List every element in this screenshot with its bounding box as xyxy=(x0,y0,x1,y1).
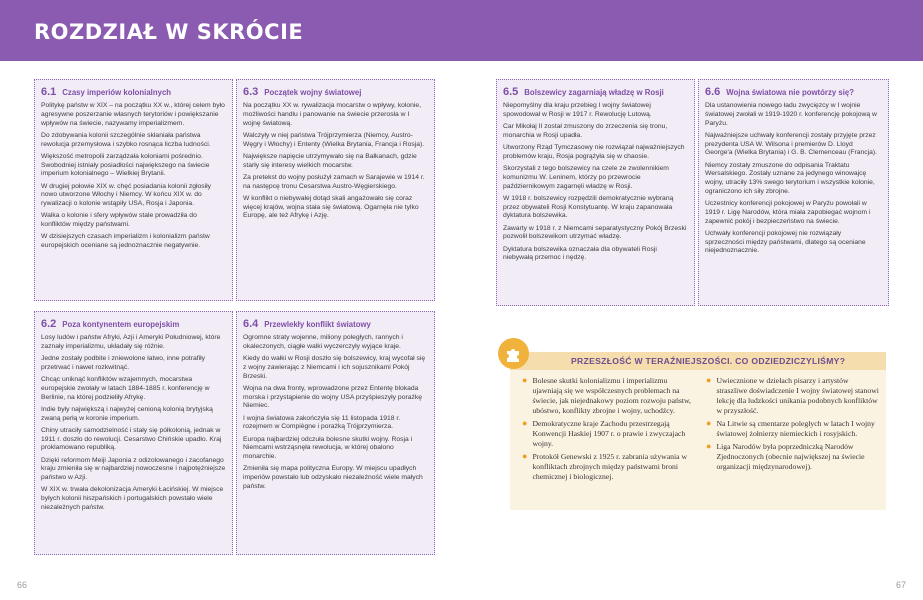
section-6-2 xyxy=(34,311,233,555)
paragraph: Uchwały konferencji pokojowej nie rozwiązały sprzeczności między państwami, dlatego są oceniane niejednoznacznie. xyxy=(705,229,866,255)
section-number: 6.5 xyxy=(503,86,519,98)
paragraph: Kiedy do wałki w Rosji doszło się bolszewicy, kraj wycofał się z wojny zawierając z Niemcami i ich sojusznikami Pokój Brzeski. xyxy=(243,355,426,380)
puzzle-icon xyxy=(498,338,529,369)
past-left-column xyxy=(522,376,696,485)
paragraph: Wojna na dwa fronty, wprowadzone przez Ententę blokada morska i przystąpienie do wojny USA przyśpieszyły porażkę Niemiec. xyxy=(243,384,422,410)
list-item xyxy=(522,419,696,449)
page-number-left: 66 xyxy=(17,580,28,590)
paragraph: Na początku XX w. rywalizacja mocarstw o wpływy, kolonie, możliwości handlu i panowanie na świecie przerosła w I wojnę światową. xyxy=(243,102,422,127)
section-number: 6.1 xyxy=(41,86,57,98)
section-6-5 xyxy=(496,79,695,306)
paragraph: W XIX w. trwała dekolonizacja Ameryki Łacińskiej. W miejsce byłych kolonii hiszpańskich i portugalskich powstało wiele niezależnych państw. xyxy=(41,486,224,512)
section-number: 6.2 xyxy=(41,318,57,330)
section-title: Poza kontynentem europejskim xyxy=(62,320,180,329)
paragraph: Car Mikołaj II został zmuszony do zrzeczenia się tronu, monarchia w Rosji upadła. xyxy=(503,123,668,139)
paragraph: W drugiej połowie XIX w. chęć posiadania kolonii zgłosiły nowo utworzone Włochy i Niemcy. W końcu XIX w. do rywalizacji o kolonie wstąpiły USA, Rosja i Japonia. xyxy=(41,182,211,208)
page-number-right: 67 xyxy=(895,580,906,590)
past-heading-bar xyxy=(510,352,886,370)
paragraph: W dzisiejszych czasach imperializm i kolonializm państw europejskich oceniane są jednoznacznie negatywnie. xyxy=(41,233,210,250)
paragraph: Dyktatura bolszewika oznaczała dla obywateli Rosji niebywałą przemoc i nędzę. xyxy=(503,245,657,262)
list-item-text: Demokratyczne kraje Zachodu przestrzegają Konwencji Haskiej 1907 r. o prawie i zwyczajach wojny. xyxy=(532,419,686,448)
list-item-text: Protokół Genewski z 1925 r. zabrania używania w konfliktach zbrojnych między państwami broni chemicznej i biologicznej. xyxy=(532,452,687,481)
list-item xyxy=(706,376,880,416)
list-item-text: Uwiecznione w dziełach pisarzy i artystów straszliwe doświadczenie I wojny światowej stanowi lekcję dla ludzkości unikania podobnych konfliktów w przyszłość. xyxy=(716,376,879,415)
bullet-icon: ● xyxy=(522,451,528,461)
paragraph: Do zdobywania kolonii szczególnie skłaniała państwa rewolucja przemysłowa i szybko rosnąca liczba ludności. xyxy=(41,131,211,148)
paragraph: Utworzony Rząd Tymczasowy nie rozwiązał najważniejszych problemów kraju, Rosja pogrążyła się w chaosie. xyxy=(503,144,685,160)
section-heading xyxy=(41,318,226,330)
paragraph: Za pretekst do wojny posłużył zamach w Sarajewie w 1914 r. na następcę tronu Cesarstwa Austro-Węgierskiego. xyxy=(243,173,425,190)
section-6-6 xyxy=(698,79,889,306)
section-heading xyxy=(705,86,882,98)
paragraph: Niepomyślny dla kraju przebieg I wojny światowej spowodował w Rosji w 1917 r. Rewolucję Lutową. xyxy=(503,102,652,118)
paragraph: Walczyły w niej państwa Trójprzymierza (Niemcy, Austro-Węgry i Włochy) i Ententy (Wielka Brytania, Francja i Rosja). xyxy=(243,131,425,148)
past-in-present-box xyxy=(510,352,886,510)
past-heading: PRZESZŁOŚĆ W TERAŹNIEJSZOŚCI. CO ODZIEDZICZYLIŚMY? xyxy=(571,356,846,366)
paragraph: Najważniejsze uchwały konferencji zostały przyjęte przez prezydenta USA W. Wilsona i premierów D. Lloyd George'a (Wielka Brytania) i G. B. Clemenceau (Francja). xyxy=(705,131,877,157)
list-item-text: Bolesne skutki kolonializmu i imperializmu ujawniają się we współczesnych problemach na świecie, jak niejednakowy poziom rozwoju państw, ubóstwo, konflikty zbrojne i wojny, uchodźcy. xyxy=(532,376,691,415)
paragraph: W 1918 r. bolszewicy rozpędzili demokratycznie wybraną przez obywateli Rosji Konstytuantę. W kraju zapanowała dyktatura bolszewika. xyxy=(503,194,674,220)
paragraph: Największe napięcie utrzymywało się na Bałkanach, gdzie starły się interesy wielkich mocarstw. xyxy=(243,152,417,169)
list-item xyxy=(522,376,696,416)
section-heading xyxy=(41,86,226,98)
past-right-column xyxy=(706,376,880,475)
list-item xyxy=(706,442,880,472)
list-item xyxy=(706,419,880,439)
section-title: Wojna światowa nie powtórzy się? xyxy=(726,88,854,97)
section-6-1 xyxy=(34,79,233,301)
section-title: Czasy imperiów kolonialnych xyxy=(62,88,172,97)
section-heading xyxy=(243,318,428,330)
section-number: 6.6 xyxy=(705,86,721,98)
paragraph: Większość metropolii zarządzała koloniami pośrednio. Swobodniej istniały posiadłości największego na świecie imperium kolonialnego – Wielkiej Brytanii. xyxy=(41,152,210,178)
bullet-icon: ● xyxy=(522,375,528,385)
paragraph: Chiny utraciły samodzielność i stały się półkolonią, jednak w 1911 r. doszło do rewolucji. Cesarstwo Chińskie upadło. Kraj proklamowano republiką. xyxy=(41,426,222,452)
section-6-3 xyxy=(236,79,435,301)
section-title: Bolszewicy zagarniają władzę w Rosji xyxy=(524,88,664,97)
list-item-text: Liga Narodów była poprzedniczką Narodów Zjednoczonych (obecnie największej na świecie organizacji międzynarodowej). xyxy=(716,442,865,471)
section-number: 6.4 xyxy=(243,318,259,330)
paragraph: Walka o kolonie i sfery wpływów stale prowadziła do konfliktów między państwami. xyxy=(41,212,197,229)
section-number: 6.3 xyxy=(243,86,259,98)
paragraph: Dla ustanowienia nowego ładu zwycięzcy w I wojnie światowej zwołali w 1919-1920 r. konferencję pokojową w Paryżu. xyxy=(705,102,877,127)
list-item-text: Na Litwie są cmentarze poległych w latach I wojny światowej żołnierzy niemieckich i rosyjskich. xyxy=(716,419,875,438)
paragraph: Uczestnicy konferencji pokojowej w Paryżu powołali w 1919 r. Ligę Narodów, która miała zapobiegać wojnom i zapewnić pokój i bezpieczeństwo na świecie. xyxy=(705,200,871,225)
paragraph: Niemcy zostały zmuszone do odpisania Traktatu Wersalskiego. Zostały uznane za jedynego winowajcę wojny, utraciły 13% swego terytorium i wszystkie kolonie, ograniczono ich siły zbrojne. xyxy=(705,161,875,195)
paragraph: Indie były największą i najwyżej cenioną kolonią brytyjską zwaną perłą w koronie imperium. xyxy=(41,405,213,422)
bullet-icon: ● xyxy=(522,418,528,428)
bullet-icon: ● xyxy=(706,375,712,385)
section-title: Początek wojny światowej xyxy=(264,88,362,97)
paragraph: Politykę państw w XIX – na początku XX w., której celem było agresywne poszerzanie własnych terytoriów i powiększanie wpływów na świecie, nazywamy imperializmem. xyxy=(41,102,225,127)
bullet-icon: ● xyxy=(706,418,712,428)
paragraph: Europa najbardziej odczuła bolesne skutki wojny. Rosja i Niemcami wstrząsnęła rewolucja, w której obalono monarchie. xyxy=(243,435,413,461)
paragraph: Ogromne straty wojenne, miliony poległych, rannych i okaleczonych, ciągłe walki wyczerczyły wyjące kraje. xyxy=(243,334,403,350)
paragraph: Skorzystali z tego bolszewicy na czele ze zwolennikiem komunizmu W. Leninem, którzy po przewrocie październikowym zagarnęli władzę w Rosji. xyxy=(503,165,669,190)
paragraph: Chcąc uniknąć konfliktów wzajemnych, mocarstwa europejskie zwołały w latach 1884-1885 r. konferencję w Berlinie, na której podzieliły Afrykę. xyxy=(41,376,210,401)
paragraph: Dzięki reformom Meiji Japonia z odizolowanego i zacofanego kraju zmieniła się w najbardziej nowoczesne i najpotężniejsze państwo w Azji. xyxy=(41,456,226,482)
list-item xyxy=(522,452,696,482)
section-heading xyxy=(503,86,688,98)
paragraph: I wojna światowa zakończyła się 11 listopada 1918 r. rozejmem w Compiègne i porażką Trójprzymierza. xyxy=(243,414,401,431)
paragraph: Zmieniła się mapa polityczna Europy. W miejscu upadłych imperiów powstało lub odzyskało niezależność wiele małych państw. xyxy=(243,465,423,490)
section-6-4 xyxy=(236,311,435,555)
paragraph: W konflikt o niebywałej dotąd skali angażowało się coraz więcej krajów, wojna stała się światową. Ogarnęła nie tylko Europę, ale też Afrykę i Azję. xyxy=(243,194,419,220)
paragraph: Zawarty w 1918 r. z Niemcami separatystyczny Pokój Brzeski pozwolił bolszewikom utrzymać władzę. xyxy=(503,224,687,241)
section-heading xyxy=(243,86,428,98)
chapter-header xyxy=(0,0,923,61)
bullet-icon: ● xyxy=(706,441,712,451)
paragraph: Jedne zostały podbite i zniewolone łatwo, inne potrafiły przetrwać i nawet rozkwitnąć. xyxy=(41,355,205,371)
paragraph: Losy ludów i państw Afryki, Azji i Ameryki Południowej, które zaznały imperializmu, układały się różnie. xyxy=(41,334,221,350)
section-title: Przewlekły konflikt światowy xyxy=(264,320,371,329)
chapter-title: ROZDZIAŁ W SKRÓCIE xyxy=(34,20,304,44)
